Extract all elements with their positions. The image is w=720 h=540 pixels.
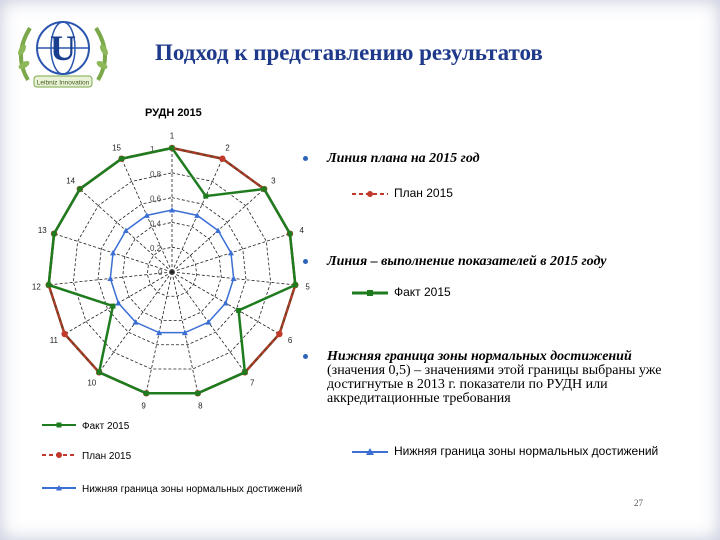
fact-point: [262, 187, 267, 192]
legend-fact-label: Факт 2015: [394, 285, 451, 299]
legend-lower: [352, 444, 658, 458]
bullet-icon: [303, 354, 308, 359]
axis-label: 14: [66, 176, 76, 186]
fact-point: [287, 231, 292, 236]
bullet-icon: [303, 156, 308, 161]
lower-point: [107, 275, 113, 281]
fact-point: [236, 308, 241, 313]
axis-label: 4: [299, 225, 304, 235]
axis-label: 3: [271, 176, 276, 186]
plan-point: [276, 331, 282, 337]
fact-point: [203, 194, 208, 199]
fact-point: [195, 391, 200, 396]
lower-point: [223, 300, 229, 306]
legend-plan-label: План 2015: [394, 186, 453, 200]
axis-label: 7: [249, 378, 255, 388]
axis-label: 12: [31, 282, 41, 292]
page-number: 27: [634, 498, 643, 508]
fact-point: [110, 304, 115, 309]
fact-point: [52, 231, 57, 236]
fact-point: [77, 187, 82, 192]
r-tick-label: 0: [158, 268, 163, 277]
legend-plan: [352, 186, 453, 200]
fact-point: [144, 391, 149, 396]
axis-label: 10: [87, 378, 97, 388]
bullet-plan: [313, 152, 480, 166]
axis-label: 5: [305, 282, 310, 292]
legend-marker: [57, 423, 62, 428]
fact-point: [46, 282, 51, 287]
axis-label: 1: [169, 131, 175, 141]
r-tick-label: 0,6: [150, 194, 162, 204]
legend-label: Факт 2015: [82, 421, 130, 432]
university-logo: [8, 10, 118, 100]
legend-label: План 2015: [82, 451, 132, 462]
bullet-fact: [313, 255, 606, 269]
plan-point: [61, 331, 67, 337]
r-tick-label: 0,2: [150, 244, 162, 254]
bullet-lower: [313, 350, 687, 406]
axis-label: 2: [225, 143, 230, 153]
axis-label: 11: [49, 336, 59, 346]
lower-line-icon: [352, 447, 388, 457]
lower-point: [231, 275, 237, 281]
bullet-plan-text: Линия плана на 2015 год: [327, 151, 480, 166]
plan-point: [219, 156, 225, 162]
fact-point: [97, 370, 102, 375]
axis-label: 13: [37, 225, 47, 235]
r-tick-label: 0,8: [150, 169, 162, 179]
fact-point: [293, 282, 298, 287]
bullet-fact-text: Линия – выполнение показателей в 2015 году: [327, 254, 607, 269]
legend-marker: [56, 452, 62, 458]
r-tick-label: 1: [150, 145, 155, 154]
logo-banner: Leibniz Innovation: [36, 79, 90, 87]
bullet-icon: [303, 259, 308, 264]
fact-point: [242, 370, 247, 375]
bullet-lower-rest: (значения 0,5) – значениями этой границы выбраны уже достигнутые в 2013 г. показатели по РУДН или аккредитационные требования: [327, 363, 662, 406]
page-title: Подход к представлению результатов: [155, 40, 543, 65]
fact-point: [170, 146, 175, 151]
plan-line-icon: [352, 189, 388, 199]
radar-chart: [0, 100, 330, 500]
legend-lower-label: Нижняя граница зоны нормальных достижений: [394, 444, 659, 458]
axis-label: 8: [198, 401, 203, 411]
fact-point: [119, 156, 124, 161]
lower-point: [115, 300, 121, 306]
fact-line-icon: [352, 288, 388, 298]
legend-label: Нижняя граница зоны нормальных достижений: [82, 484, 303, 495]
axis-label: 6: [287, 336, 293, 346]
r-tick-label: 0,4: [150, 219, 162, 229]
axis-label: 9: [141, 401, 146, 411]
axis-label: 15: [112, 143, 121, 153]
chart-title: РУДН 2015: [145, 107, 202, 119]
bullet-lower-text: Нижняя граница зоны нормальных достижений: [327, 349, 632, 364]
legend-fact: [352, 285, 451, 299]
logo-letter: U: [50, 28, 76, 68]
